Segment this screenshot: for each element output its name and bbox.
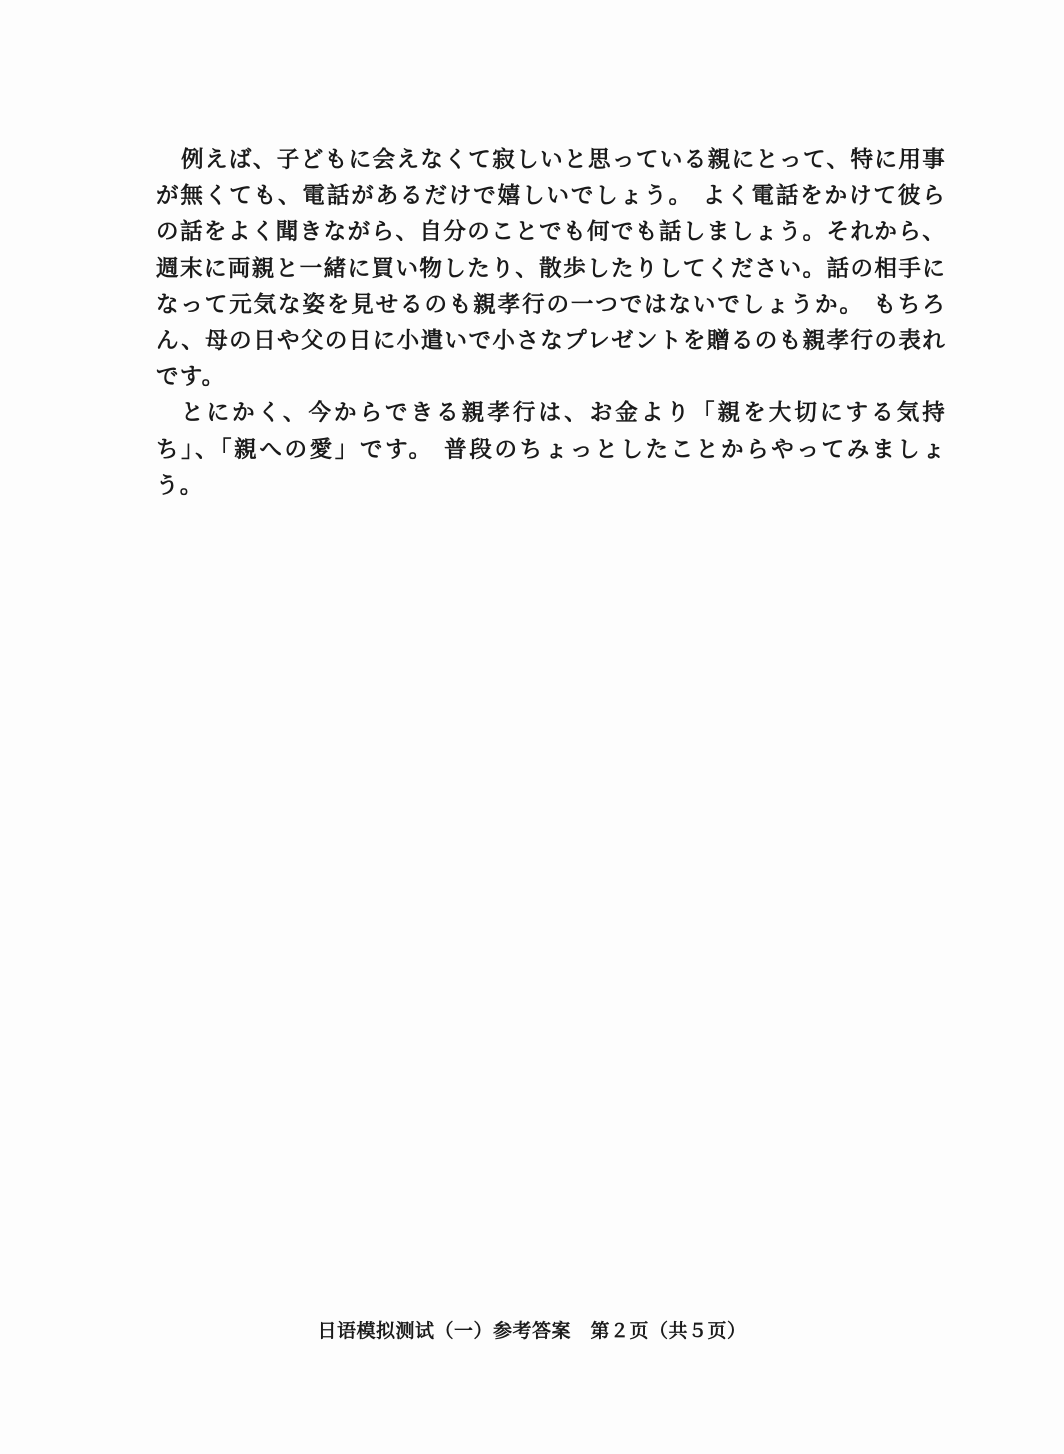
paragraph-1: 例えば、子どもに会えなくて寂しいと思っている親にとって、特に用事が無くても、電話があるだけで嬉しいでしょう。 よく電話をかけて彼らの話をよく聞きながら、自分のことでも何でも話しましょう。それから、週末に両親と一緒に買い物したり、散歩したりしてください。話の相手になって元気な姿を見せるのも親孝行の一つではないでしょうか。 もちろん、母の日や父の日に小遣いで小さなプレゼントを贈るのも親孝行の表れです。 [156,147,946,391]
paragraph-2: とにかく、今からできる親孝行は、お金より「親を大切にする気持ち」、「親への愛」です。 普段のちょっとしたことからやってみましょう。 [156,400,946,499]
essay-body [156,142,946,504]
page-footer: 日语模拟测试（一）参考答案 第２页（共５页） [317,1320,747,1342]
